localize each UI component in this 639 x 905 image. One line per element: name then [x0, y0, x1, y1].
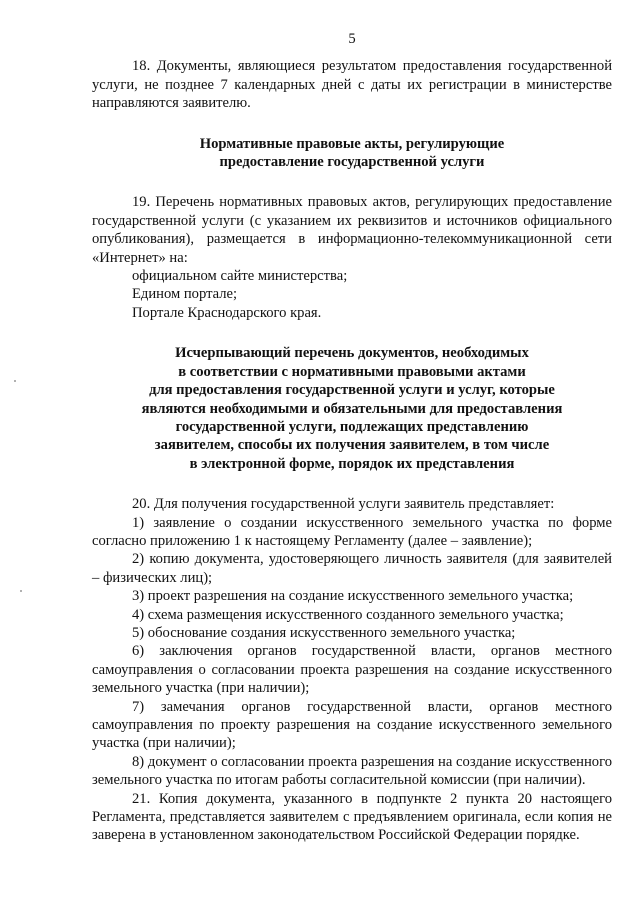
heading-line: предоставление государственной услуги: [219, 154, 485, 171]
heading-line: являются необходимыми и обязательными для предоставления: [141, 400, 563, 417]
list-item: официальном сайте министерства;: [132, 268, 348, 285]
paragraph-20: 20. Для получения государственной услуги заявитель представляет:: [132, 496, 555, 513]
list-item: 8) документ о согласовании проекта разрешения на создание искусственного земельного участка по итогам работы согласительной комиссии (при наличии).: [92, 753, 612, 789]
heading-line: Исчерпывающий перечень документов, необходимых: [175, 345, 529, 362]
document-page: [92, 30, 612, 845]
paragraph-21: 21. Копия документа, указанного в подпункте 2 пункта 20 настоящего Регламента, представляется заявителем с предъявлением оригинала, если копия не заверена в установленном законодательством Российской Федерации порядке.: [92, 790, 612, 844]
paragraph-18: 18. Документы, являющиеся результатом предоставления государственной услуги, не позднее 7 календарных дней с даты их регистрации в министерстве направляются заявителю.: [92, 58, 612, 112]
list-item: 2) копию документа, удостоверяющего личность заявителя (для заявителей – физических лиц);: [92, 551, 612, 586]
heading-line: для предоставления государственной услуги и услуг, которые: [149, 382, 555, 399]
list-item: 1) заявление о создании искусственного земельного участка по форме согласно приложению 1 к настоящему Регламенту (далее – заявление);: [92, 514, 612, 549]
list-item: 5) обоснование создания искусственного земельного участка;: [132, 624, 516, 641]
paragraph-19: 19. Перечень нормативных правовых актов, регулирующих предоставление государственной услуги (с указанием их реквизитов и источников официального опубликования), размещается в информационно-телекоммуникационной сети «Интернет» на:: [92, 194, 612, 266]
list-item: 3) проект разрешения на создание искусственного земельного участка;: [132, 588, 574, 605]
heading-line: заявителем, способы их получения заявителем, в том числе: [154, 437, 550, 454]
heading-line: в соответствии с нормативными правовыми актами: [178, 363, 526, 380]
page-number: 5: [348, 31, 356, 47]
list-item: Едином портале;: [132, 286, 238, 303]
heading-line: государственной услуги, подлежащих представлению: [175, 418, 529, 435]
list-item: 4) схема размещения искусственного созданного земельного участка;: [132, 606, 564, 623]
heading-documents-list: [92, 344, 612, 473]
heading-normative-acts: [92, 135, 612, 172]
heading-line: Нормативные правовые акты, регулирующие: [199, 135, 505, 152]
scan-speck: [14, 380, 16, 382]
list-item: 6) заключения органов государственной власти, органов местного самоуправления о согласовании проекта разрешения на создание искусственного земельного участка (при наличии);: [92, 643, 612, 697]
list-item: Портале Краснодарского края.: [132, 304, 322, 321]
scan-speck: [20, 590, 22, 592]
list-item: 7) замечания органов государственной власти, органов местного самоуправления по проекту разрешения на создание искусственного земельного участка (при наличии);: [92, 698, 612, 752]
heading-line: в электронной форме, порядок их представления: [189, 455, 515, 472]
